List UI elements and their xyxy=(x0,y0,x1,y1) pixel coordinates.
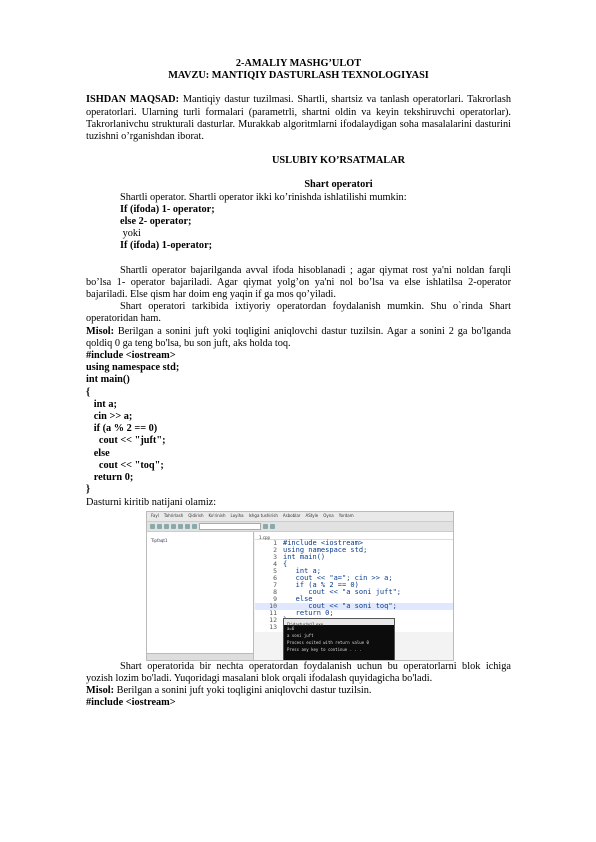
code-line: } xyxy=(86,484,91,496)
goal-paragraph xyxy=(86,94,511,143)
form-1: If (ifoda) 1- operator; xyxy=(120,203,215,215)
source-text: else xyxy=(283,594,313,603)
console-line: Process exited with return value 0 xyxy=(287,639,369,645)
ide-toolbar xyxy=(147,522,453,532)
paragraph-3: Shart operatorida bir nechta operatordan foydalanish uchun bu operatorlarni blok ichiga yozish lozim bo'ladi. Yuqoridagi masalani blok orqali ifodalash quyidagicha bo'ladi. xyxy=(86,660,511,684)
goal-label: ISHDAN MAQSAD: xyxy=(86,94,180,106)
project-tree-item: Tipfaqt1 xyxy=(151,537,168,543)
editor-tab: 1.cpp xyxy=(255,532,453,540)
code2-first-line: #include <iostream> xyxy=(86,697,176,709)
stop-icon xyxy=(270,524,275,529)
ide-editor xyxy=(255,532,453,632)
compile-run-icon xyxy=(192,524,197,529)
line-number: 12 xyxy=(269,615,277,624)
example2-label: Misol: xyxy=(86,685,115,697)
example-text: Berilgan a sonini juft yoki toqligini aniqlovchi dastur tuzilsin. Agar a sonini 2 ga bo'lganda qoldiq 0 ga teng bo'lsa, bu son juft, aks holda toq. xyxy=(86,325,511,349)
line-number: 1 xyxy=(273,538,277,547)
example-label: Misol: xyxy=(86,325,115,337)
code-line: { xyxy=(86,386,91,398)
line-number: 7 xyxy=(273,580,277,589)
or-word: yoki xyxy=(120,228,141,240)
ide-status-bar xyxy=(147,653,253,660)
page-subtitle: MAVZU: MANTIQIY DASTURLASH TEXNOLOGIYASI xyxy=(168,70,429,82)
intro-line: Shartli operator. Shartli operator ikki ko’rinishda ishlatilishi mumkin: xyxy=(120,191,407,203)
code-line: if (a % 2 == 0) xyxy=(86,423,158,435)
ide-menu-item: Yordam xyxy=(338,513,354,519)
ide-menu-item: Loyiha xyxy=(230,513,244,519)
code-line: cin >> a; xyxy=(86,411,133,423)
code-line: #include <iostream> xyxy=(86,350,176,362)
source-text: using namespace std; xyxy=(283,545,368,554)
ide-project-pane xyxy=(147,532,254,660)
code-line: cout << "juft"; xyxy=(86,435,166,447)
line-number: 4 xyxy=(273,559,277,568)
console-title: D:\dasturlar\1.exe xyxy=(284,619,394,625)
source-text: int a; xyxy=(283,566,321,575)
ide-menu-item: Asboblar xyxy=(282,513,301,519)
paragraph-2: Shart operatori tarkibida ixtiyoriy operatordan foydalanish mumkin. Shu o`rinda Shart operatoridan ham. xyxy=(86,301,511,325)
ide-menu-item: Ko'rinish xyxy=(208,513,226,519)
line-number: 6 xyxy=(273,573,277,582)
source-text: cout << "a soni toq"; xyxy=(283,601,397,610)
source-text: int main() xyxy=(283,552,326,561)
source-text: cout << "a soni juft"; xyxy=(283,587,402,596)
source-text: return 0; xyxy=(283,608,334,617)
section-heading: Shart operatori xyxy=(304,179,373,191)
line-number: 2 xyxy=(273,545,277,554)
print-icon xyxy=(171,524,176,529)
console-line: Press any key to continue . . . xyxy=(287,646,362,652)
line-number: 8 xyxy=(273,587,277,596)
page-title: 2-AMALIY MASHG’ULOT xyxy=(235,58,362,69)
compiler-select xyxy=(199,523,261,530)
compile-icon xyxy=(178,524,183,529)
goal-text: Mantiqiy dastur tuzilmasi. Shartli, shartsiz va tanlash operatorlari. Takrorlash operatorlari. Ularning turli formalari (parametrli, shartni oldin va keyin tekshiruvchi operatorlar). Takrorlanivchu strukturali dasturlar. Murakkab algoritmlarni ifodalaydigan soha masalalarini dasturini tuzishni o’rganishdan iborat. xyxy=(86,94,511,143)
example2-paragraph xyxy=(86,685,511,697)
debug-icon xyxy=(263,524,268,529)
save-icon xyxy=(164,524,169,529)
code-line: else xyxy=(86,447,110,459)
new-file-icon xyxy=(150,524,155,529)
guide-heading: USLUBIY KO’RSATMALAR xyxy=(271,155,405,167)
ide-menu-item: Ishga tushirish xyxy=(248,513,278,519)
ide-menu-item: Fayl xyxy=(151,513,159,519)
source-text: { xyxy=(283,559,288,568)
code-line: cout << "toq"; xyxy=(86,459,164,471)
paragraph-1: Shartli operator bajarilganda avval ifoda hisoblanadi ; agar qiymat rost ya'ni noldan farqli bo’lsa 1- operator bajariladi. Agar qiymat yolg’on ya'ni nol bo’lsa va else ishlatilsa 2-operator bajariladi. Else qism har doim eng yaqin if ga mos qo’yiladi. xyxy=(86,264,511,301)
form-3: If (ifoda) 1-operator; xyxy=(120,240,213,252)
console-window xyxy=(283,618,395,661)
line-number: 9 xyxy=(273,594,277,603)
run-icon xyxy=(185,524,190,529)
code-line: using namespace std; xyxy=(86,362,180,374)
open-icon xyxy=(157,524,162,529)
console-line: a soni juft xyxy=(287,632,314,638)
ide-screenshot xyxy=(146,511,454,661)
ide-menu-item: AStyle xyxy=(305,513,319,519)
example-paragraph xyxy=(86,326,511,350)
line-number: 10 xyxy=(269,601,277,610)
source-text: #include <iostream> xyxy=(283,538,364,547)
code-line: return 0; xyxy=(86,472,134,484)
line-number: 5 xyxy=(273,566,277,575)
document-page xyxy=(86,58,511,710)
ide-menubar xyxy=(147,512,453,522)
line-number: 3 xyxy=(273,552,277,561)
example2-text: Berilgan a sonini juft yoki toqligini aniqlovchi dastur tuzilsin. xyxy=(114,685,372,697)
line-number: 13 xyxy=(269,622,277,631)
code-line: int a; xyxy=(86,398,117,410)
ide-menu-item: Oyna xyxy=(323,513,334,519)
ide-menu-item: Tahrirlash xyxy=(163,513,184,519)
source-text: cout << "a="; cin >> a; xyxy=(283,573,393,582)
line-number: 11 xyxy=(269,608,277,617)
code-line: int main() xyxy=(86,374,130,386)
form-2: else 2- operator; xyxy=(120,216,192,228)
result-caption: Dasturni kiritib natijani olamiz: xyxy=(86,496,217,508)
ide-menu-item: Qidirish xyxy=(188,513,204,519)
source-text: if (a % 2 == 0) xyxy=(283,580,359,589)
console-line: a=6 xyxy=(287,625,295,631)
code-listing xyxy=(86,350,511,496)
